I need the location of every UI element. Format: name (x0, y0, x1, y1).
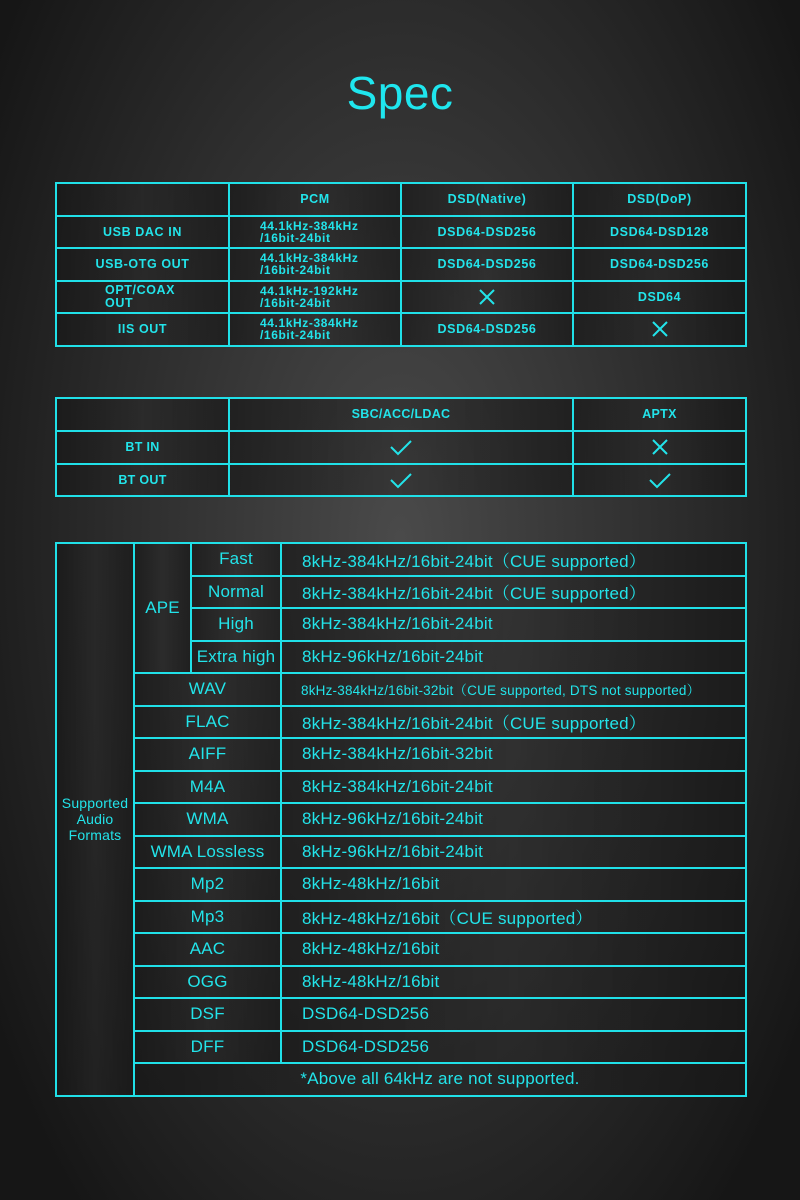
format-value: 8kHz-384kHz/16bit-32bit（CUE supported, DTS not supported） (281, 673, 746, 706)
header-sbc-acc-ldac: SBC/ACC/LDAC (229, 398, 573, 431)
format-value: 8kHz-384kHz/16bit-32bit (281, 738, 746, 771)
io-spec-table (55, 182, 747, 347)
format-value: 8kHz-384kHz/16bit-24bit（CUE supported） (281, 706, 746, 739)
pcm-bits: /16bit-24bit (260, 328, 331, 343)
format-label: WMA Lossless (134, 836, 281, 869)
row-label: USB DAC IN (56, 216, 229, 249)
dsd-native-cell (401, 281, 573, 314)
dsd-dop-cell (573, 313, 746, 346)
ape-label: APE (134, 543, 191, 673)
pcm-cell (229, 281, 401, 314)
format-label: Mp2 (134, 868, 281, 901)
row-label: IIS OUT (56, 313, 229, 346)
format-value: 8kHz-48kHz/16bit（CUE supported） (281, 901, 746, 934)
header-empty (56, 183, 229, 216)
table-row (56, 431, 746, 464)
ape-mode-label: Extra high (191, 641, 281, 674)
table-row (56, 738, 746, 771)
header-pcm: PCM (229, 183, 401, 216)
table-row (56, 771, 746, 804)
row-label: BT OUT (56, 464, 229, 497)
table-row (56, 901, 746, 934)
format-value: 8kHz-384kHz/16bit-24bit (281, 771, 746, 804)
table-row (56, 464, 746, 497)
pcm-rate: 44.1kHz-384kHz (260, 316, 359, 331)
pcm-bits: /16bit-24bit (260, 295, 331, 310)
dsd-dop-cell: DSD64-DSD256 (573, 248, 746, 281)
format-value: 8kHz-48kHz/16bit (281, 966, 746, 999)
cross-icon (478, 288, 496, 306)
format-value: 8kHz-384kHz/16bit-24bit（CUE supported） (281, 543, 746, 576)
header-empty (56, 398, 229, 431)
table-header-row (56, 398, 746, 431)
cross-icon (651, 320, 669, 338)
table-row (56, 803, 746, 836)
table-row (56, 281, 746, 314)
ape-mode-label: Normal (191, 576, 281, 609)
check-icon (389, 471, 413, 489)
table-row (56, 248, 746, 281)
table-row (56, 966, 746, 999)
header-dsd-native: DSD(Native) (401, 183, 573, 216)
pcm-cell (229, 248, 401, 281)
format-label: Mp3 (134, 901, 281, 934)
header-aptx: APTX (573, 398, 746, 431)
pcm-cell (229, 313, 401, 346)
format-label: AAC (134, 933, 281, 966)
format-value: DSD64-DSD256 (281, 998, 746, 1031)
pcm-rate: 44.1kHz-384kHz (260, 218, 359, 233)
row-label: BT IN (56, 431, 229, 464)
table-row (56, 1063, 746, 1096)
format-value: 8kHz-96kHz/16bit-24bit (281, 836, 746, 869)
pcm-bits: /16bit-24bit (260, 263, 331, 278)
table-row (56, 706, 746, 739)
format-value: 8kHz-384kHz/16bit-24bit（CUE supported） (281, 576, 746, 609)
format-label: AIFF (134, 738, 281, 771)
table-row (56, 998, 746, 1031)
dsd-dop-cell: DSD64 (573, 281, 746, 314)
row-label-line2: OUT (105, 295, 134, 310)
ape-mode-label: High (191, 608, 281, 641)
check-icon (648, 471, 672, 489)
table-row (56, 868, 746, 901)
table-row (56, 933, 746, 966)
row-label (56, 281, 229, 314)
format-label: M4A (134, 771, 281, 804)
sbc-cell (229, 431, 573, 464)
cross-icon (651, 438, 669, 456)
format-label: WMA (134, 803, 281, 836)
format-label: FLAC (134, 706, 281, 739)
check-icon (389, 438, 413, 456)
format-label: DSF (134, 998, 281, 1031)
row-label-line1: OPT/COAX (105, 282, 176, 297)
row-label: USB-OTG OUT (56, 248, 229, 281)
pcm-rate: 44.1kHz-192kHz (260, 283, 359, 298)
format-label: OGG (134, 966, 281, 999)
dsd-native-cell: DSD64-DSD256 (401, 216, 573, 249)
bluetooth-codec-table (55, 397, 747, 497)
header-dsd-dop: DSD(DoP) (573, 183, 746, 216)
table-row (56, 543, 746, 576)
supported-formats-label: Supported Audio Formats (56, 543, 134, 1096)
pcm-cell (229, 216, 401, 249)
supported-formats-table (55, 542, 747, 1097)
ape-mode-label: Fast (191, 543, 281, 576)
format-label: WAV (134, 673, 281, 706)
table-row (56, 836, 746, 869)
footnote: *Above all 64kHz are not supported. (134, 1063, 746, 1096)
dsd-native-cell: DSD64-DSD256 (401, 248, 573, 281)
pcm-rate: 44.1kHz-384kHz (260, 251, 359, 266)
format-value: 8kHz-96kHz/16bit-24bit (281, 803, 746, 836)
table-header-row (56, 183, 746, 216)
format-value: 8kHz-384kHz/16bit-24bit (281, 608, 746, 641)
dsd-dop-cell: DSD64-DSD128 (573, 216, 746, 249)
aptx-cell (573, 431, 746, 464)
table-row (56, 313, 746, 346)
pcm-bits: /16bit-24bit (260, 230, 331, 245)
format-value: DSD64-DSD256 (281, 1031, 746, 1064)
format-value: 8kHz-96kHz/16bit-24bit (281, 641, 746, 674)
table-row (56, 673, 746, 706)
table-row (56, 216, 746, 249)
format-value: 8kHz-48kHz/16bit (281, 933, 746, 966)
table-row (56, 1031, 746, 1064)
dsd-native-cell: DSD64-DSD256 (401, 313, 573, 346)
sbc-cell (229, 464, 573, 497)
format-value: 8kHz-48kHz/16bit (281, 868, 746, 901)
format-label: DFF (134, 1031, 281, 1064)
page-title: Spec (346, 67, 454, 119)
aptx-cell (573, 464, 746, 497)
